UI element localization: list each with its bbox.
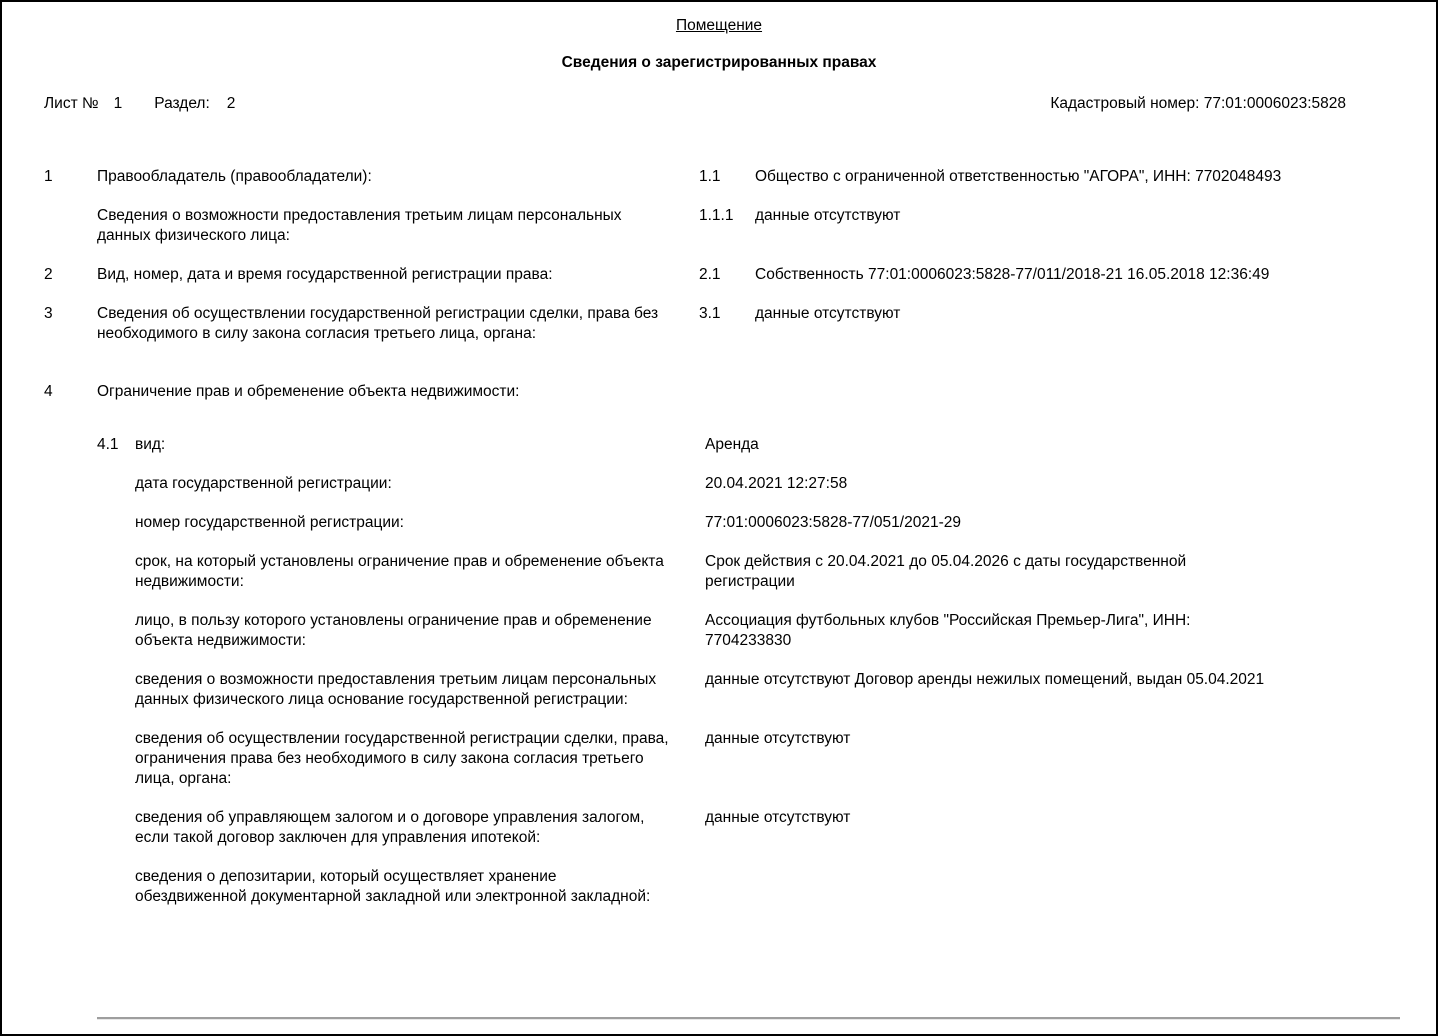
table-row bbox=[44, 867, 1436, 907]
table-row bbox=[44, 474, 1436, 494]
row-subnumber: 2.1 bbox=[699, 266, 721, 283]
row-number: 4 bbox=[44, 383, 53, 400]
row-label: лицо, в пользу которого установлены ограничение прав и обременение объекта недвижимости: bbox=[135, 612, 652, 649]
row-value: данные отсутствуют Договор аренды нежилых помещений, выдан 05.04.2021 bbox=[705, 671, 1265, 688]
row-label: сведения о возможности предоставления третьим лицам персональных данных физического лица основание государственной регистрации: bbox=[135, 671, 657, 708]
table-row bbox=[44, 265, 1436, 285]
row-value: данные отсутствуют bbox=[755, 305, 901, 322]
row-label: Сведения о возможности предоставления третьим лицам персональных данных физического лица: bbox=[97, 207, 622, 244]
table-row bbox=[44, 435, 1436, 455]
row-label: сведения об осуществлении государственной регистрации сделки, права, ограничения права без необходимого в силу закона согласия третьего лица, органа: bbox=[135, 730, 669, 787]
table-row bbox=[44, 167, 1436, 187]
table-row bbox=[44, 670, 1436, 710]
row-subnumber: 4.1 bbox=[97, 436, 119, 453]
table-row bbox=[44, 304, 1436, 344]
row-label: Ограничение прав и обременение объекта недвижимости: bbox=[97, 383, 520, 400]
section-title: Сведения о зарегистрированных правах bbox=[561, 54, 877, 71]
row-value: Ассоциация футбольных клубов "Российская Премьер-Лига", ИНН: 7704233830 bbox=[705, 612, 1191, 649]
row-value: Срок действия с 20.04.2021 до 05.04.2026 с даты государственной регистрации bbox=[705, 553, 1187, 590]
section-number: 2 bbox=[226, 95, 236, 112]
row-value: 77:01:0006023:5828-77/051/2021-29 bbox=[705, 514, 961, 531]
row-value: 20.04.2021 12:27:58 bbox=[705, 475, 848, 492]
row-label: сведения о депозитарии, который осуществляет хранение обездвиженной документарной закладной или электронной закладной: bbox=[135, 868, 651, 905]
row-number: 3 bbox=[44, 305, 53, 322]
page-title bbox=[2, 16, 1436, 36]
sheet-section-info bbox=[44, 94, 235, 114]
row-subnumber: 3.1 bbox=[699, 305, 721, 322]
table-row bbox=[44, 382, 1436, 402]
row-label: номер государственной регистрации: bbox=[135, 514, 404, 531]
row-label: дата государственной регистрации: bbox=[135, 475, 392, 492]
row-value: Аренда bbox=[705, 436, 759, 453]
table-row bbox=[44, 808, 1436, 848]
sheet-number: 1 bbox=[113, 95, 123, 112]
section-label: Раздел: bbox=[154, 95, 210, 112]
row-label: Сведения об осуществлении государственной регистрации сделки, права без необходимого в силу закона согласия третьего лица, органа: bbox=[97, 305, 659, 342]
row-value: данные отсутствуют bbox=[705, 809, 851, 826]
table-row bbox=[44, 513, 1436, 533]
row-subnumber: 1.1 bbox=[699, 168, 721, 185]
meta-row bbox=[2, 94, 1436, 114]
row-label: срок, на который установлены ограничение прав и обременение объекта недвижимости: bbox=[135, 553, 664, 590]
sheet-label: Лист № bbox=[44, 95, 99, 112]
row-value: данные отсутствуют bbox=[755, 207, 901, 224]
row-number: 2 bbox=[44, 266, 53, 283]
row-number: 1 bbox=[44, 168, 53, 185]
row-label: сведения об управляющем залогом и о договоре управления залогом, если такой договор заключен для управления ипотекой: bbox=[135, 809, 645, 846]
object-type-title: Помещение bbox=[675, 17, 763, 34]
table-row bbox=[44, 206, 1436, 246]
cadastral-number: Кадастровый номер: 77:01:0006023:5828 bbox=[1050, 95, 1346, 112]
table-row bbox=[44, 552, 1436, 592]
horizontal-rule bbox=[97, 1017, 1400, 1020]
row-subnumber: 1.1.1 bbox=[699, 207, 734, 224]
row-label: Правообладатель (правообладатели): bbox=[97, 168, 372, 185]
row-label: вид: bbox=[135, 436, 166, 453]
table-row bbox=[44, 729, 1436, 789]
row-value: данные отсутствуют bbox=[705, 730, 851, 747]
rights-table bbox=[2, 167, 1436, 907]
table-row bbox=[44, 611, 1436, 651]
row-value: Собственность 77:01:0006023:5828-77/011/2018-21 16.05.2018 12:36:49 bbox=[755, 266, 1270, 283]
row-value: Общество с ограниченной ответственностью "АГОРА", ИНН: 7702048493 bbox=[755, 168, 1282, 185]
row-label: Вид, номер, дата и время государственной регистрации права: bbox=[97, 266, 553, 283]
